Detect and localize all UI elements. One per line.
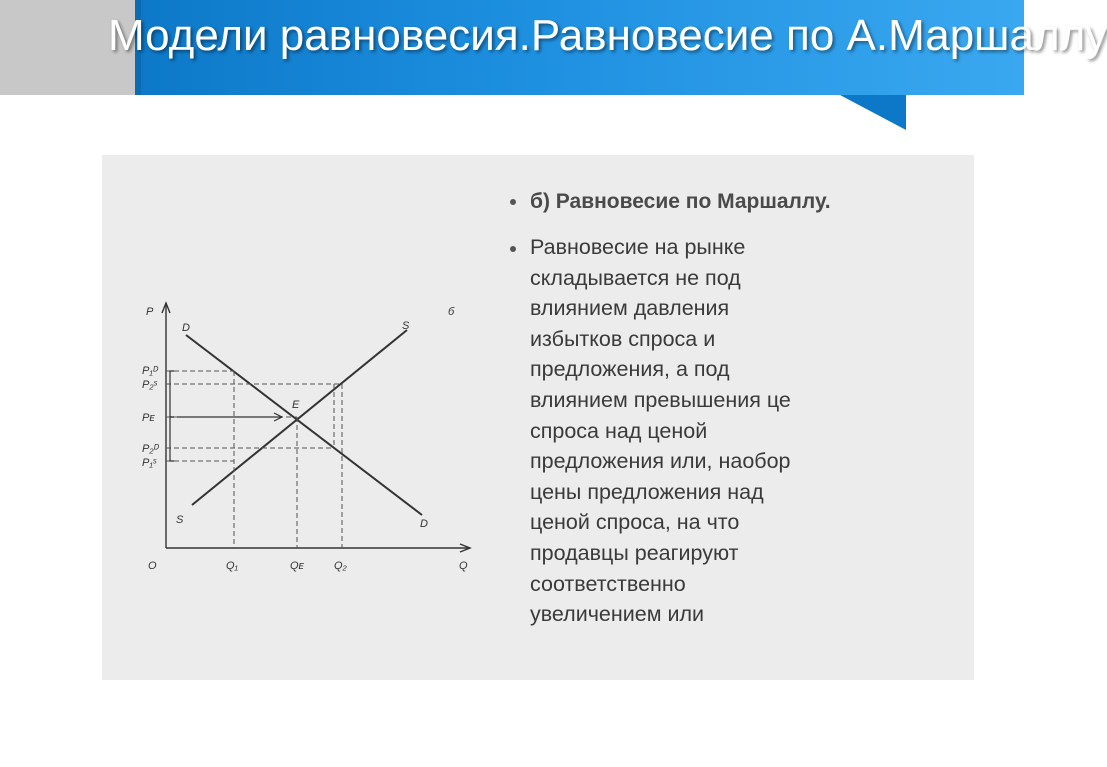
marshall-equilibrium-diagram bbox=[102, 155, 492, 680]
content-image bbox=[102, 155, 974, 680]
demand-top-label: D bbox=[182, 322, 190, 334]
bullet-dot-icon bbox=[510, 246, 516, 252]
section-heading: б) Равновесие по Маршаллу. bbox=[530, 190, 831, 213]
slide-title: Модели равновесия.Равновесие по А.Маршаллу bbox=[108, 11, 1107, 60]
supply-bottom-label: S bbox=[176, 514, 184, 526]
axis-q-label: Q bbox=[459, 560, 468, 572]
body-line: избытков спроса и bbox=[530, 326, 716, 351]
axis-p-label: P bbox=[146, 306, 154, 318]
heading-item bbox=[494, 185, 974, 218]
price-label-p2s: P₂ˢ bbox=[142, 379, 158, 391]
body-line: ценой спроса, на что bbox=[530, 510, 740, 535]
price-label-pe: Pᴇ bbox=[142, 412, 155, 424]
price-label-p1d: P₁ᴰ bbox=[142, 365, 159, 377]
bullet-dot-icon bbox=[510, 199, 516, 205]
body-line: продавцы реагируют bbox=[530, 540, 739, 565]
qty-label-qe: Qᴇ bbox=[290, 560, 304, 572]
price-label-p1s: P₁ˢ bbox=[142, 457, 157, 469]
equilibrium-label: E bbox=[292, 399, 300, 411]
body-line: складывается не под bbox=[530, 265, 741, 290]
supply-top-label: S bbox=[402, 320, 410, 332]
body-line: Равновесие на рынке bbox=[530, 235, 746, 259]
qty-label-q1: Q₁ bbox=[226, 560, 239, 572]
text-column bbox=[494, 185, 974, 675]
bracket-upper bbox=[170, 371, 174, 417]
body-line: соответственно bbox=[530, 571, 686, 596]
body-line: влиянием давления bbox=[530, 296, 730, 321]
body-item bbox=[494, 232, 974, 630]
body-line: предложения, а под bbox=[530, 357, 730, 382]
panel-label: б bbox=[448, 306, 455, 318]
body-line: цены предложения над bbox=[530, 479, 764, 504]
body-line: предложения или, наобор bbox=[530, 449, 791, 474]
bracket-lower bbox=[170, 417, 174, 461]
demand-bottom-label: D bbox=[420, 518, 428, 530]
origin-label: O bbox=[148, 560, 157, 572]
body-line: увеличением или bbox=[530, 602, 705, 627]
demand-curve bbox=[186, 335, 422, 515]
price-label-p2d: P₂ᴰ bbox=[142, 443, 159, 455]
body-line: влиянием превышения це bbox=[530, 387, 791, 412]
qty-label-q2: Q₂ bbox=[334, 560, 347, 572]
body-line: спроса над ценой bbox=[530, 418, 708, 443]
